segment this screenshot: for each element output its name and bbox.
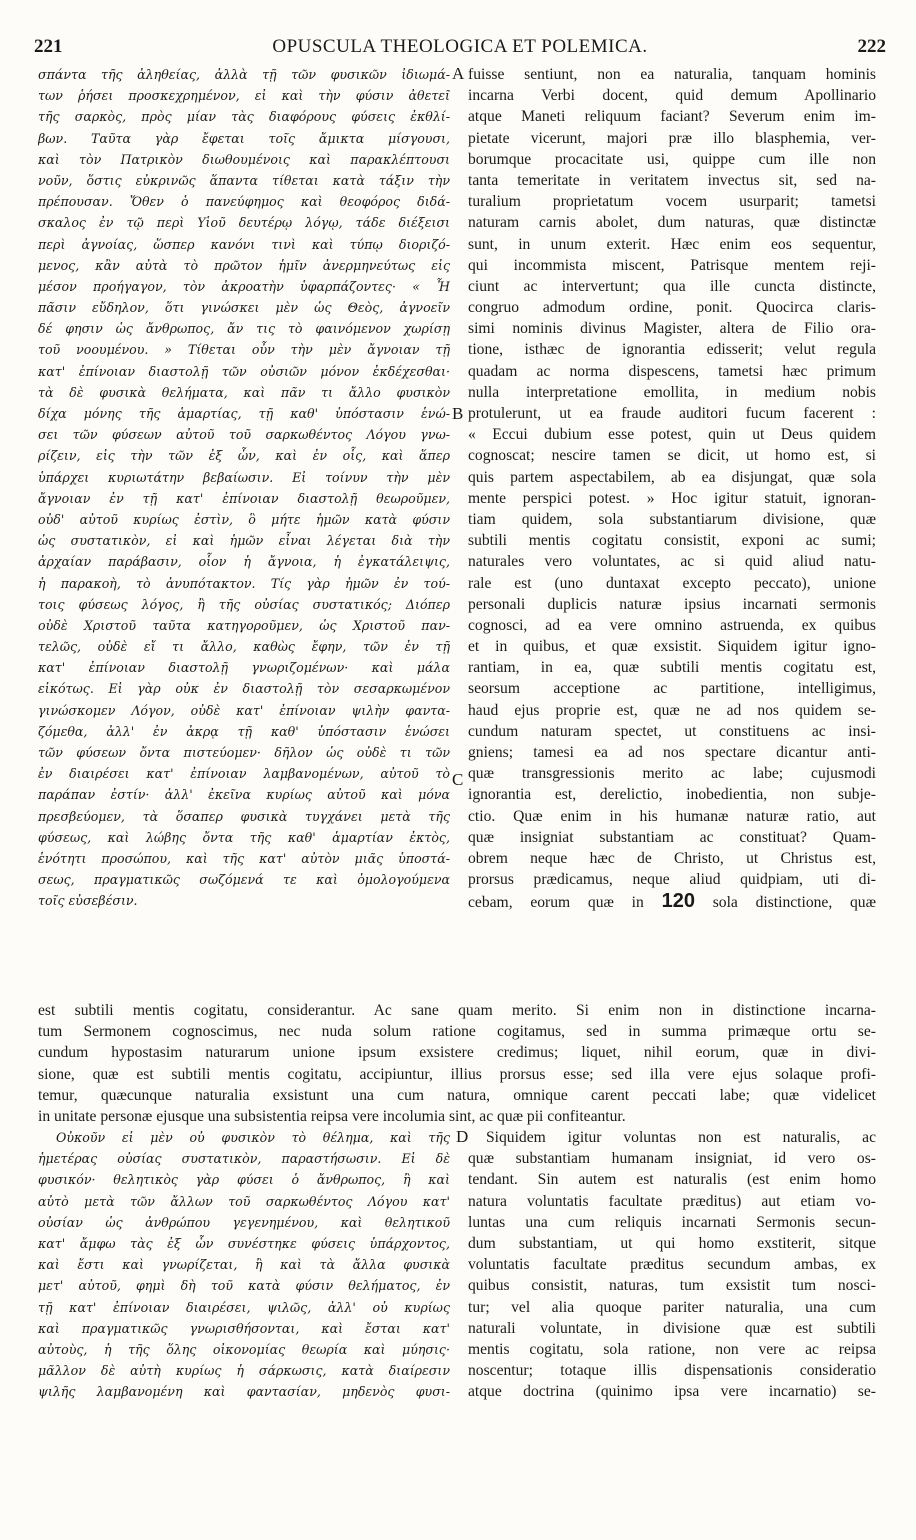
margin-marker-d: D [456, 1127, 469, 1146]
latin-bottom-line: tendant. Sin autem est naturalis (est enim homo [468, 1171, 876, 1189]
latin-column-top [468, 64, 876, 890]
latin-top-line: congruo admodum ordine, ponit. Quocirca claris- [468, 299, 876, 317]
greek-top-line: πρέπουσαν. Ὅθεν ὁ πανεύφημος καὶ θεοφόρος διδά- [38, 194, 450, 210]
greek-top-line: τοῦ νοουμένου. » Τίθεται οὖν τὴν μὲν ἄγνοιαν τῇ [38, 342, 450, 358]
latin-bottom-line: dum substantiam, ut qui homo exstiterit, sitque [468, 1234, 876, 1252]
latin-bottom-line: Siquidem igitur voluntas non est naturalis, ac [486, 1129, 876, 1146]
latin-top-line: « Eccui dubium esse potest, quin ut Deus quidem [468, 426, 876, 444]
greek-top-line: ἑνότητι προσώπου, καὶ τῆς κατ' αὐτὸν μιᾶς ὑποστά- [38, 850, 450, 866]
latin-top-line: et in quibus, et quæ exsistit. Siquidem igitur igno- [468, 638, 876, 656]
latin-line-before-number: cebam, eorum quæ in [468, 893, 644, 911]
greek-top-line: οὐδὲ Χριστοῦ ταῦτα κατηγοροῦμεν, ὡς Χριστοῦ παν- [38, 617, 450, 633]
greek-top-line: τῶν φύσεων ὄντα πιστεύομεν· δῆλον ὡς οὐδὲ τι τῶν [38, 745, 450, 760]
latin-top-line: tione, isthæc de ignorantia edisserit; velut regula [468, 341, 876, 359]
latin-top-line: qui incommista miscent, Patrisque mentem reji- [468, 256, 876, 274]
greek-bottom-line: καὶ ἔστι καὶ γνωρίζεται, ἢ καὶ τὰ ἄλλα φυσικὰ [38, 1257, 450, 1273]
latin-top-line: tiam quidem, sola substantiarum divisione, quæ [468, 510, 876, 528]
greek-bottom-line: μετ' αὐτοῦ, φημὶ δὴ τοῦ κατὰ φύσιν θελήματος, ἐν [38, 1278, 450, 1294]
greek-top-line: γινώσκομεν Λόγον, οὐδὲ κατ' ἐπίνοιαν ψιλὴν φαντα- [38, 702, 450, 718]
latin-top-line: tanta temeritate in veritatem invectus sit, sed na- [468, 171, 876, 189]
latin-column-top-last-line-wrap [468, 891, 876, 912]
page-number-right: 222 [857, 36, 886, 57]
latin-top-line: ignorantia est, derelictio, inobedientia, non subje- [468, 786, 876, 804]
greek-top-line: δέ φησιν ὡς ἄνθρωπος, ἄν τις τὸ φαινόμενον χωρίσῃ [38, 321, 450, 337]
greek-bottom-line: αὐτὸ μετὰ τῶν ἄλλων τοῦ σαρκωθέντος Λόγου κατ' [38, 1193, 450, 1209]
latin-bottom-line: luntas una cum reliquis incarnati Sermonis secun- [468, 1213, 876, 1231]
greek-bottom-line: Οὐκοῦν εἰ μὲν οὐ φυσικὸν τὸ θέλημα, καὶ τῆς [56, 1130, 450, 1145]
greek-top-line: εἰκότως. Εἰ γὰρ οὐκ ἐν διαστολῇ τὸν σεσαρκωμένον [38, 681, 450, 697]
latin-top-line: borumque procacitate usi, quippe cum ille non [468, 150, 876, 168]
column-number: 120 [661, 890, 695, 912]
latin-top-line: obrem neque hæc de Christo, ut Christus est, [468, 849, 876, 867]
greek-top-line: πρεσβεύομεν, τὰ ὅσαπερ φυσικὰ τυγχάνει μετὰ τῆς [38, 808, 450, 824]
greek-top-line: παράπαν ἐστίν· ἀλλ' ἐκεῖνα κυρίως αὐτοῦ καὶ μόνα [38, 787, 450, 803]
latin-top-line: subtili mentis cogitatu consistit, exponi ac sumi; [468, 532, 876, 550]
greek-top-line: περὶ ἀγνοίας, ὥσπερ κανόνι τινὶ καὶ τύπῳ διοριζό- [38, 236, 450, 252]
latin-top-line: cognoscat; nescire tamen se dicit, ut homo est, si [468, 447, 876, 465]
latin-top-line: nulla interpretatione emollita, in medium nobis [468, 383, 876, 401]
greek-top-line: μέσον προήγαγον, τὸν ἀκροατὴν ὑφαρπάζοντες· « Ἦ [38, 278, 450, 294]
fullwidth-line: sione, quæ est subtili mentis cogitatu, accipiuntur, illius prorsus esse; sed illa vere ejus solaque profi- [38, 1065, 876, 1083]
latin-bottom-line: mentis cogitatu, sola ratione, non vere ac reipsa [468, 1340, 876, 1358]
latin-line-with-number [468, 891, 876, 912]
latin-top-line: ctio. Quæ enim in his humanæ naturæ ratio, aut [468, 807, 876, 825]
latin-line-after-number: sola distinctione, quæ [712, 893, 876, 911]
greek-top-line: βων. Ταῦτα γὰρ ἔφεται τοῖς ἄμικτα μίσγουσι, [38, 130, 450, 146]
greek-top-line: ἐν διαιρέσει κατ' ἐπίνοιαν λαμβανομένων, αὐτοῦ τὸ [38, 766, 450, 782]
latin-top-line: prorsus prædicamus, neque aliud quidpiam, uti di- [468, 871, 876, 889]
greek-top-line: μενος, κἂν αὐτὰ τὸ πρῶτον ἡμῖν ἀνερμηνεύτως εἰς [38, 257, 450, 273]
greek-top-line: σπάντα τῆς ἀληθείας, ἀλλὰ τῇ τῶν φυσικῶν ἰδιωμά- [38, 67, 450, 82]
latin-bottom-line: noscentur; totaque illis dispensationis consideratio [468, 1362, 876, 1380]
latin-top-line: personali duplicis naturæ ipsius incarnati sermonis [468, 595, 876, 613]
greek-top-line: κατ' ἐπίνοιαν διαστολῇ γνωριζομένων· καὶ μάλα [38, 660, 450, 676]
latin-top-line: pietate vicerunt, majori præ illo blasphemia, ver- [468, 129, 876, 147]
greek-top-line: των ῥήσει προσκεχρημένον, εἰ καὶ τὴν φύσιν ἀθετεῖ [38, 88, 450, 104]
greek-bottom-line: κατ' ἄμφω τὰς ἐξ ὧν συνέστηκε φύσεις ὑπάρχοντος, [38, 1235, 450, 1251]
latin-column-bottom [468, 1127, 876, 1402]
latin-top-line: simi nominis divinus Magister, altera de Filio ora- [468, 320, 876, 338]
latin-top-line: protulerunt, ut ea fraude auditori fucum facerent : [468, 405, 876, 422]
latin-top-line: mente perspici potest. » Hoc igitur statuit, ignoran- [468, 489, 876, 507]
greek-top-line: νοῦν, ὅστις εὐκρινῶς ἅπαντα τίθεται κατὰ τάξιν τὴν [38, 172, 450, 188]
fullwidth-latin-passage [38, 1000, 876, 1127]
greek-top-line: ἀρχαίαν παράβασιν, οἷον ἡ ἄγνοια, ἡ ἐγκατάλειψις, [38, 554, 450, 570]
greek-bottom-line: ψιλῆς λαμβανομένη καὶ φαντασίαν, μηδενὸς φυσι- [38, 1384, 450, 1400]
margin-marker-b: B [452, 404, 464, 423]
greek-top-line: σεως, πραγματικῶς σωζόμενά τε καὶ ὁμολογούμενα [38, 872, 450, 888]
latin-top-line: cognosci, ad ea vere omnino astruenda, ex quibus [468, 616, 876, 634]
greek-top-line: ἡ παρακοὴ, τὸ ἀνυπότακτον. Τίς γὰρ ἡμῶν ἐν τού- [38, 575, 450, 591]
latin-top-line: haud ejus proprie est, quæ ne ad nos quidem se- [468, 701, 876, 719]
greek-bottom-line: φυσικόν· θελητικὸς γὰρ φύσει ὁ ἄνθρωπος, ἢ καὶ [38, 1172, 450, 1188]
greek-bottom-line: τῇ κατ' ἐπίνοιαν διαιρέσει, ψιλῶς, ἀλλ' οὐ κυρίως [38, 1299, 450, 1315]
fullwidth-line: in unitate personæ ejusque una subsistentia reipsa vere incolumia sint, ac quæ pii confiteantur. [38, 1107, 626, 1125]
greek-top-line: τελῶς, οὐδὲ εἴ τι ἄλλο, καθὼς ἔφην, τῶν ἐν τῇ [38, 639, 450, 655]
greek-top-line: κατ' ἐπίνοιαν διαστολῇ τῶν οὐσιῶν μόνον ἐκδέχεσθαι· [38, 363, 450, 379]
latin-bottom-line: atque doctrina (quinimo ipsa vere incarnatio) se- [468, 1383, 876, 1401]
greek-bottom-line: αὐτοὺς, ἡ τῆς ὅλης οἰκονομίας θεωρία καὶ μύησις· [38, 1341, 450, 1357]
latin-top-line: gniens; tamesi ea ad nos spectare dicantur anti- [468, 744, 876, 761]
latin-top-line: rantiam, in ea, quæ subtili mentis cogitatu est, [468, 659, 876, 677]
greek-top-line: τῆς σαρκὸς, πρὸς μίαν τὰς διαφόρους φύσεις ἐκθλί- [38, 109, 450, 125]
latin-top-line: naturam carnis abolet, dum naturas, quæ distinctæ [468, 214, 876, 232]
margin-marker-c: C [452, 770, 464, 789]
latin-top-line: sunt, in unum exterit. Hæc enim eos sequentur, [468, 235, 876, 253]
fullwidth-line: temur, quæcunque naturalia exsistunt una cum natura, omnique carent peccati labe; quæ videlicet [38, 1086, 876, 1104]
greek-bottom-line: μᾶλλον δὲ αὐτὴ κυρίως ἡ σάρκωσις, κατὰ διαίρεσιν [38, 1363, 450, 1379]
fullwidth-line: est subtili mentis cogitatu, considerantur. Ac sane quam merito. Si enim non in distinctione incarna- [38, 1002, 876, 1019]
latin-bottom-line: natura voluntatis facultate præditus) aut etiam vo- [468, 1192, 876, 1210]
greek-top-line: σει τῶν φύσεων αὐτοῦ τοῦ σαρκωθέντος Λόγου γνω- [38, 427, 450, 443]
fullwidth-line: tum Sermonem cognoscimus, nec nuda solum ratione cogitamus, sed in summa primæque ortu se- [38, 1023, 876, 1041]
greek-top-line: ὡς συστατικὸν, εἰ καὶ ἡμῶν εἶναι λέγεται διὰ τὴν [38, 533, 450, 549]
latin-top-line: ciunt ac intervertunt; qua ille cuncta distincte, [468, 277, 876, 295]
greek-top-line: οὐδ' αὐτοῦ κυρίως ἐστὶν, ὃ μήτε ἡμῶν κατὰ φύσιν [38, 511, 450, 527]
page-number-left: 221 [34, 36, 63, 57]
greek-column-top [38, 64, 450, 912]
latin-top-line: cundum naturam spectet, ut constituens ac insi- [468, 722, 876, 740]
latin-top-line: quæ insigniat substantiam ac constituat? Quam- [468, 828, 876, 846]
greek-bottom-line: ἡμετέρας οὐσίας συστατικὸν, παραστήσωσιν. Εἰ δὲ [38, 1151, 450, 1167]
greek-top-line: τοις φύσεως λόγος, ἢ τῆς οὐσίας συστατικός; Διόπερ [38, 596, 450, 612]
latin-top-line: naturales vero voluntates, ac si quid aliud natu- [468, 553, 876, 571]
latin-top-line: incarna Verbi docent, quid demum Apollinario [468, 87, 876, 105]
greek-bottom-line: οὐσίαν ὡς ἀνθρώπου γεγενημένου, καὶ θελητικοῦ [38, 1214, 450, 1230]
latin-bottom-line: naturali voluntate, in divisione quæ est subtili [468, 1319, 876, 1337]
greek-top-line: πᾶσιν εὔδηλον, ὅτι γινώσκει μὲν ὡς Θεὸς, ἀγνοεῖν [38, 300, 450, 316]
greek-top-line: ρίζειν, εἰς τὴν τῶν ἐξ ὧν, καὶ ἐν οἷς, καὶ ἅπερ [38, 448, 450, 464]
margin-marker-a: A [452, 64, 465, 83]
latin-top-line: quis partem aspectabilem, ab ea disjungat, quæ sola [468, 468, 876, 486]
latin-top-line: atque Maneti reliquum faciant? Severum enim im- [468, 108, 876, 126]
greek-top-line: ζόμεθα, ἀλλ' ἐν ἀκρᾳ τῇ καθ' ὑπόστασιν ἑνώσει [38, 723, 450, 739]
latin-top-line: turalium proprietatum vocem usurparit; tametsi [468, 193, 876, 211]
latin-bottom-line: quibus consistit, naturas, tum exsistit tum nosci- [468, 1277, 876, 1295]
page-header [34, 36, 886, 64]
greek-top-line: φύσεως, καὶ λώβης ὄντα τῆς καθ' ἁμαρτίαν ἐκτὸς, [38, 829, 450, 845]
running-title: OPUSCULA THEOLOGICA ET POLEMICA. [272, 36, 648, 57]
latin-bottom-line: quæ substantiam humanam insigniat, id vero os- [468, 1150, 876, 1168]
greek-top-line: καὶ τὸν Πατρικὸν διωθουμένοις καὶ παρακλέπτουσι [38, 151, 450, 167]
greek-top-line: τοῖς εὐσεβέσιν. [38, 893, 138, 909]
fullwidth-line: cundum hypostasim naturarum unione ipsum exsistere credimus; liquet, nihil eorum, quæ in divi- [38, 1044, 876, 1062]
latin-top-line: rale est (uno duntaxat excepto peccato), unione [468, 574, 876, 592]
latin-top-line: seorsum acceptione ac partitione, intelligimus, [468, 680, 876, 698]
greek-top-line: ἄγνοιαν ἐν τῇ κατ' ἐπίνοιαν διαστολῇ θεωροῦμεν, [38, 490, 450, 506]
latin-bottom-line: tur; vel alia quoque pariter naturalia, una cum [468, 1298, 876, 1316]
latin-top-line: quadam ac norma dispescens, tametsi hæc primum [468, 362, 876, 380]
greek-top-line: δίχα μόνης τῆς ἁμαρτίας, τῇ καθ' ὑπόστασιν ἑνώ- [38, 406, 450, 421]
latin-top-line: fuisse sentiunt, non ea naturalia, tanquam hominis [468, 66, 876, 83]
latin-bottom-line: voluntatis facultate præditus secundum ambas, ex [468, 1256, 876, 1274]
latin-top-line: quæ transgressionis merito ac labe; cujusmodi [468, 765, 876, 783]
greek-top-line: τὰ δὲ φυσικὰ θελήματα, καὶ πᾶν τι ἄλλο φυσικὸν [38, 384, 450, 400]
greek-top-line: ὑπάρχει κυριωτάτην βεβαίωσιν. Εἰ τοίνυν τὴν μὲν [38, 469, 450, 485]
greek-column-bottom [38, 1127, 450, 1402]
greek-bottom-line: καὶ πραγματικῶς γνωρισθήσονται, καὶ ἔσται κατ' [38, 1320, 450, 1336]
greek-top-line: σκαλος ἐν τῷ περὶ Υἱοῦ δευτέρῳ λόγῳ, τάδε διέξεισι [38, 215, 450, 231]
